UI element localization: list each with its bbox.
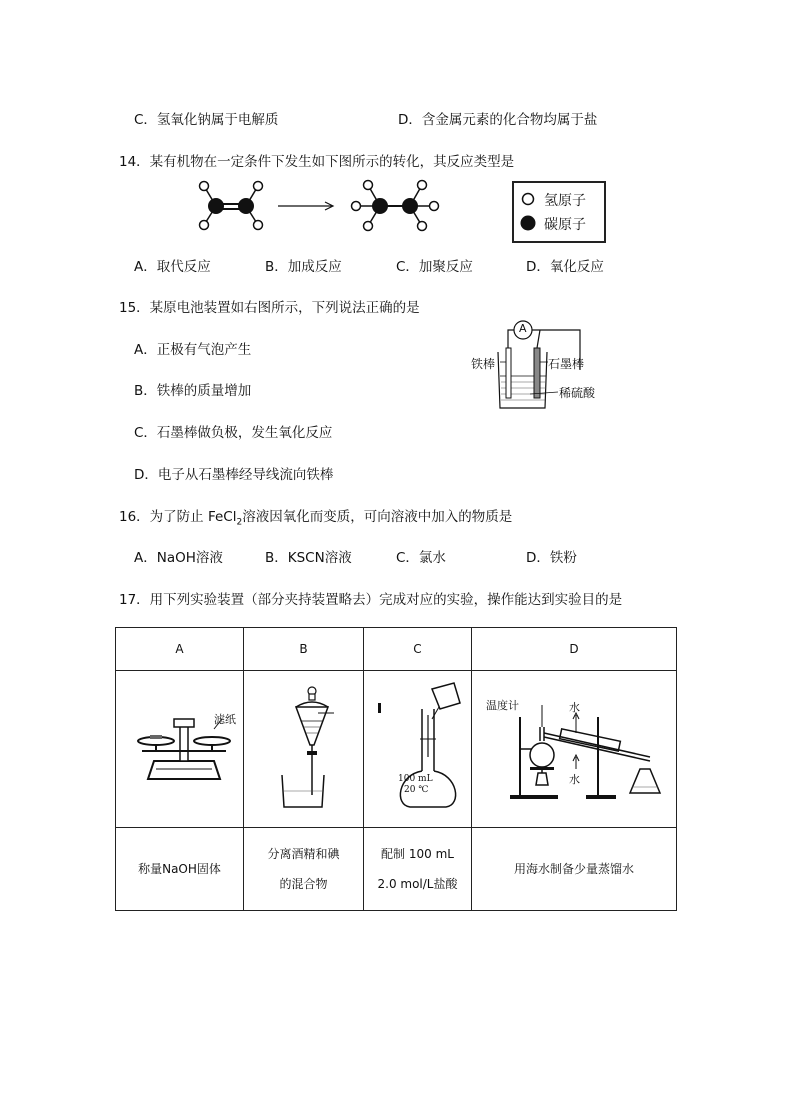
q16-option-d: D．铁粉 — [526, 550, 577, 566]
q15-option-a: A．正极有气泡产生 — [134, 342, 252, 358]
col-header-d: D — [472, 628, 677, 671]
figure-c-cell — [364, 671, 472, 828]
q14-option-b: B．加成反应 — [265, 259, 342, 275]
q13-option-d: D．含金属元素的化合物均属于盐 — [398, 112, 598, 128]
col-header-c: C — [364, 628, 472, 671]
q14-option-c: C．加聚反应 — [396, 259, 473, 275]
graphite-rod-label: 石墨棒 — [548, 357, 585, 371]
iron-rod-label: 铁棒 — [471, 357, 496, 371]
flask-volume-label: 100 mL — [398, 774, 433, 784]
ethylene-molecule — [195, 178, 270, 230]
figure-a-cell — [116, 671, 244, 828]
atom-legend — [512, 181, 606, 243]
col-header-b: B — [244, 628, 364, 671]
filter-paper-label: 滤纸 — [214, 713, 236, 726]
experiment-table — [115, 627, 677, 911]
q15-option-b: B．铁棒的质量增加 — [134, 383, 252, 399]
legend-hydrogen-label: 氢原子 — [544, 193, 586, 209]
figure-d-cell — [472, 671, 677, 828]
q16-stem: 16．为了防止 FeCl$_2$溶液因氧化而变质，可向溶液中加入的物质是 — [119, 509, 513, 528]
figure-b-cell — [244, 671, 364, 828]
ammeter-label: A — [519, 322, 527, 335]
q16-option-c: C．氯水 — [396, 550, 446, 566]
q14-stem: 14．某有机物在一定条件下发生如下图所示的转化，其反应类型是 — [119, 154, 515, 170]
caption-c: 配制 100 mL 2.0 mol/L盐酸 — [364, 828, 472, 911]
reaction-arrow — [278, 200, 336, 212]
thermometer-label: 温度计 — [486, 699, 519, 712]
carbon-legend-icon — [519, 214, 537, 232]
ethane-molecule — [350, 178, 442, 232]
water-in-label: 水 — [569, 773, 580, 786]
q15-option-c: C．石墨棒做负极，发生氧化反应 — [134, 425, 333, 441]
q15-stem: 15．某原电池装置如右图所示，下列说法正确的是 — [119, 300, 420, 316]
q14-option-a: A．取代反应 — [134, 259, 211, 275]
water-out-label: 水 — [569, 701, 580, 714]
q15-option-d: D．电子从石墨棒经导线流向铁棒 — [134, 467, 334, 483]
legend-carbon-label: 碳原子 — [544, 217, 586, 233]
q16-option-b: B．KSCN溶液 — [265, 550, 352, 566]
q13-option-c: C．氢氧化钠属于电解质 — [134, 112, 279, 128]
caption-d: 用海水制备少量蒸馏水 — [472, 828, 677, 911]
small-dropper-icon — [376, 703, 384, 715]
caption-b: 分离酒精和碘 的混合物 — [244, 828, 364, 911]
dilute-sulfuric-acid-label: 稀硫酸 — [559, 386, 596, 400]
hydrogen-legend-icon — [521, 192, 535, 206]
separatory-funnel-icon — [274, 683, 344, 818]
col-header-a: A — [116, 628, 244, 671]
flask-temp-label: 20 ℃ — [404, 785, 429, 795]
q16-option-a: A．NaOH溶液 — [134, 550, 223, 566]
caption-a: 称量NaOH固体 — [116, 828, 244, 911]
q14-option-d: D．氧化反应 — [526, 259, 604, 275]
q17-stem: 17．用下列实验装置（部分夹持装置略去）完成对应的实验，操作能达到实验目的是 — [119, 592, 623, 608]
